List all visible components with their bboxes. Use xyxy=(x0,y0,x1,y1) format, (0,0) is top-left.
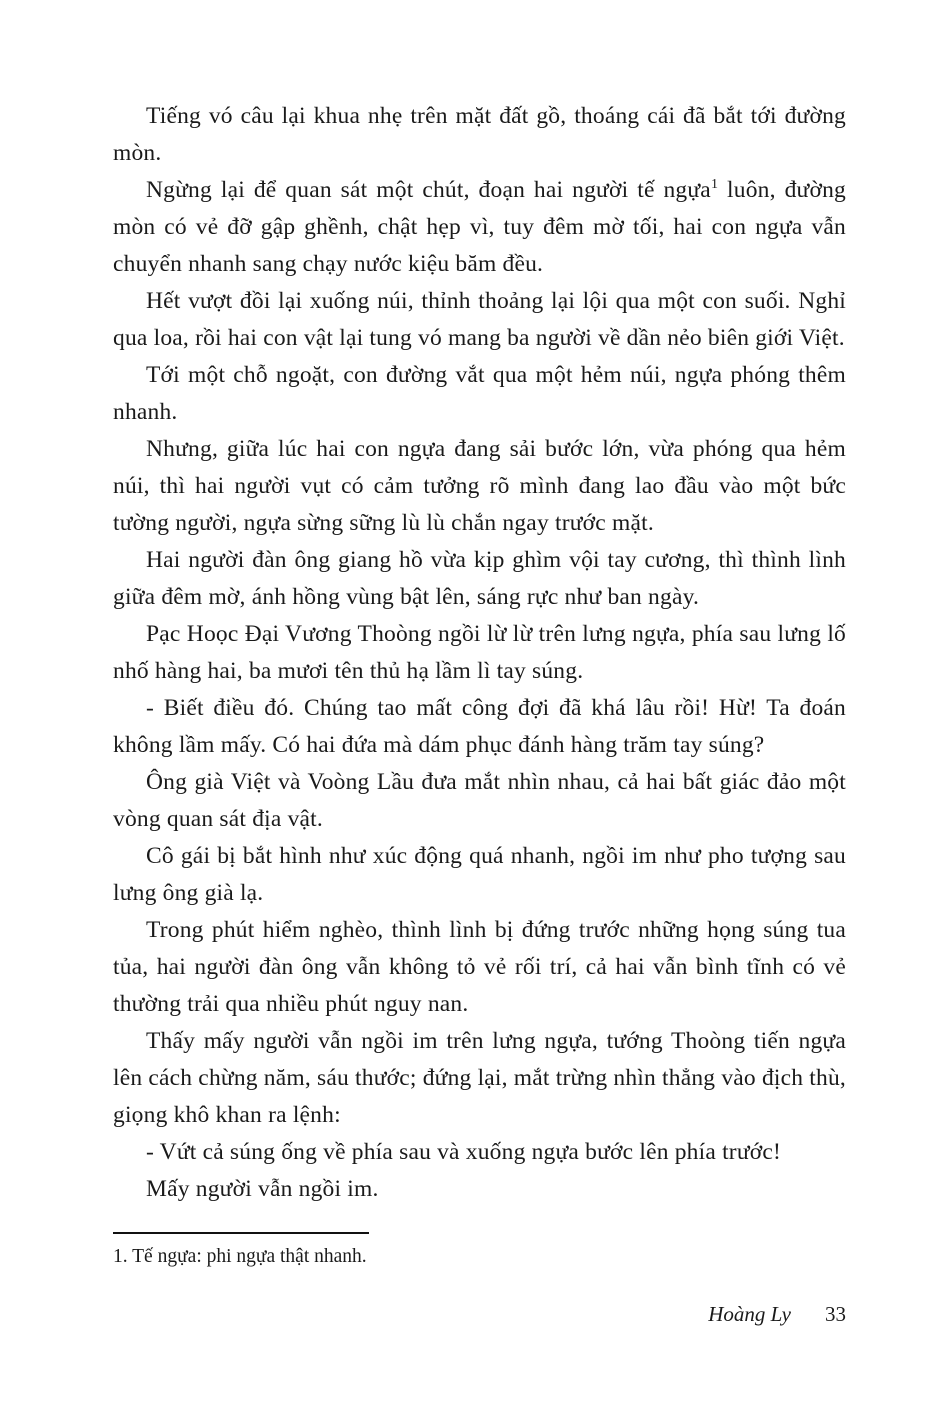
paragraph: Ông già Việt và Voòng Lầu đưa mắt nhìn nhau, cả hai bất giác đảo một vòng quan sát địa vật. xyxy=(113,769,846,832)
paragraph: Hai người đàn ông giang hồ vừa kịp ghìm vội tay cương, thì thình lình giữa đêm mờ, ánh hồng vùng bật lên, sáng rực như ban ngày. xyxy=(113,547,846,610)
paragraph: Tiếng vó câu lại khua nhẹ trên mặt đất gồ, thoáng cái đã bắt tới đường mòn. xyxy=(113,103,846,166)
paragraph: Nhưng, giữa lúc hai con ngựa đang sải bước lớn, vừa phóng qua hẻm núi, thì hai người vụt có cảm tưởng rõ mình đang lao đầu vào một bức tường người, ngựa sừng sững lù lù chắn ngay trước mặt. xyxy=(113,436,846,536)
footnote-text: 1. Tế ngựa: phi ngựa thật nhanh. xyxy=(113,1246,367,1267)
footnote-reference: 1 xyxy=(710,177,719,193)
footnote-divider xyxy=(113,1232,369,1234)
page-footer xyxy=(113,1300,846,1328)
paragraph-text: Ngừng lại để quan sát một chút, đoạn hai người tế ngựa xyxy=(146,177,711,203)
dialogue-paragraph: - Biết điều đó. Chúng tao mất công đợi đã khá lâu rồi! Hừ! Ta đoán không lầm mấy. Có hai đứa mà dám phục đánh hàng trăm tay súng? xyxy=(113,695,846,758)
paragraph-text: luôn, đường mòn có vẻ đỡ gập ghềnh, chật hẹp vì, tuy đêm mờ tối, hai con ngựa vẫn chuyển nhanh sang chạy nước kiệu băm đều. xyxy=(113,177,846,277)
page-number: 33 xyxy=(825,1302,846,1326)
footnote-section xyxy=(113,1232,846,1270)
paragraph: Pạc Hoọc Đại Vương Thoòng ngồi lừ lừ trên lưng ngựa, phía sau lưng lố nhố hàng hai, ba mươi tên thủ hạ lầm lì tay súng. xyxy=(113,621,846,684)
page-body-text xyxy=(113,98,846,1208)
paragraph-with-footnote-ref xyxy=(113,172,846,283)
author-name: Hoàng Ly xyxy=(708,1302,791,1326)
paragraph: Tới một chỗ ngoặt, con đường vắt qua một hẻm núi, ngựa phóng thêm nhanh. xyxy=(113,362,846,425)
paragraph: Thấy mấy người vẫn ngồi im trên lưng ngựa, tướng Thoòng tiến ngựa lên cách chừng năm, sáu thước; đứng lại, mắt trừng nhìn thẳng vào địch thù, giọng khô khan ra lệnh: xyxy=(113,1028,846,1128)
paragraph: Mấy người vẫn ngồi im. xyxy=(146,1176,379,1202)
paragraph: Trong phút hiểm nghèo, thình lình bị đứng trước những họng súng tua tủa, hai người đàn ông vẫn không tỏ vẻ rối trí, cả hai vẫn bình tĩnh có vẻ thường trải qua nhiều phút nguy nan. xyxy=(113,917,846,1017)
paragraph: Cô gái bị bắt hình như xúc động quá nhanh, ngồi im như pho tượng sau lưng ông già lạ. xyxy=(113,843,846,906)
paragraph: Hết vượt đồi lại xuống núi, thỉnh thoảng lại lội qua một con suối. Nghỉ qua loa, rồi hai con vật lại tung vó mang ba người về dần nẻo biên giới Việt. xyxy=(113,288,846,351)
dialogue-paragraph: - Vứt cả súng ống về phía sau và xuống ngựa bước lên phía trước! xyxy=(146,1139,782,1165)
